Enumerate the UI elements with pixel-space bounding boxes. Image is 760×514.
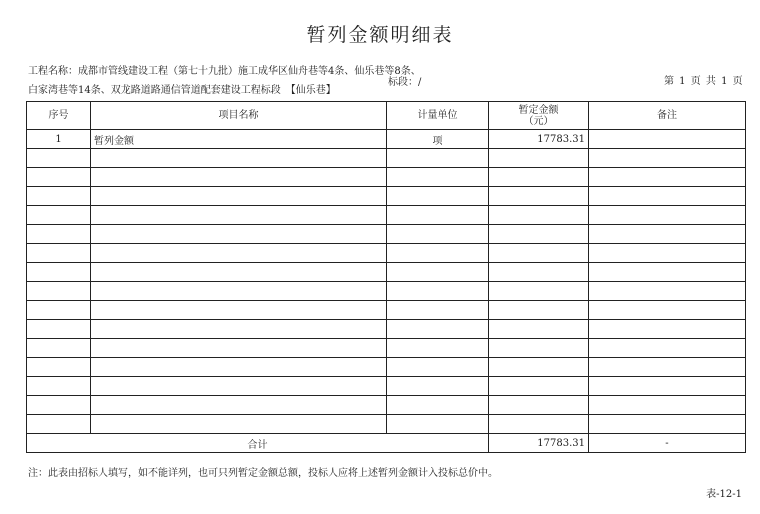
empty-cell [27, 244, 91, 263]
empty-cell [589, 301, 746, 320]
empty-cell [489, 168, 589, 187]
cell-unit: 项 [387, 130, 489, 149]
header-amount-unit: （元） [523, 115, 554, 127]
header-amount [489, 102, 589, 130]
empty-cell [387, 187, 489, 206]
provisional-sum-table [26, 101, 746, 453]
table-header-row [27, 102, 746, 130]
empty-cell [91, 301, 387, 320]
empty-cell [489, 225, 589, 244]
page-title: 暂列金额明细表 [306, 24, 454, 46]
empty-cell [489, 301, 589, 320]
empty-cell [387, 415, 489, 434]
empty-row [27, 187, 746, 206]
table-row [27, 130, 746, 149]
empty-cell [91, 206, 387, 225]
empty-cell [91, 282, 387, 301]
empty-cell [387, 377, 489, 396]
page-indicator: 第 1 页 共 1 页 [664, 76, 744, 87]
empty-cell [589, 339, 746, 358]
empty-row [27, 358, 746, 377]
empty-cell [589, 282, 746, 301]
cell-remark [589, 130, 746, 149]
empty-cell [27, 206, 91, 225]
header-unit: 计量单位 [387, 102, 489, 130]
empty-cell [589, 377, 746, 396]
total-remark: - [589, 434, 746, 453]
segment-label: 标段：/ [388, 77, 422, 88]
empty-cell [387, 206, 489, 225]
empty-cell [27, 320, 91, 339]
empty-cell [387, 263, 489, 282]
empty-cell [27, 282, 91, 301]
empty-cell [27, 149, 91, 168]
empty-row [27, 377, 746, 396]
empty-cell [27, 263, 91, 282]
empty-cell [489, 415, 589, 434]
empty-row [27, 415, 746, 434]
empty-cell [589, 396, 746, 415]
empty-cell [589, 225, 746, 244]
empty-row [27, 225, 746, 244]
empty-cell [91, 225, 387, 244]
empty-cell [91, 168, 387, 187]
empty-cell [489, 339, 589, 358]
empty-cell [91, 244, 387, 263]
empty-cell [27, 358, 91, 377]
empty-cell [27, 225, 91, 244]
footnote: 注：此表由招标人填写，如不能详列，也可只列暂定金额总额，投标人应将上述暂列金额计入投标总价中。 [28, 468, 498, 479]
header-seq: 序号 [27, 102, 91, 130]
empty-cell [589, 168, 746, 187]
empty-cell [27, 187, 91, 206]
empty-row [27, 396, 746, 415]
empty-cell [589, 358, 746, 377]
empty-cell [91, 396, 387, 415]
empty-cell [589, 320, 746, 339]
empty-cell [489, 187, 589, 206]
empty-cell [387, 225, 489, 244]
empty-cell [489, 320, 589, 339]
empty-row [27, 282, 746, 301]
empty-cell [489, 377, 589, 396]
empty-cell [589, 244, 746, 263]
empty-cell [91, 415, 387, 434]
empty-cell [589, 149, 746, 168]
empty-cell [489, 149, 589, 168]
empty-cell [91, 149, 387, 168]
empty-cell [91, 339, 387, 358]
empty-cell [387, 168, 489, 187]
cell-item-name: 暂列金额 [91, 130, 387, 149]
empty-cell [91, 358, 387, 377]
cell-seq: 1 [27, 130, 91, 149]
empty-cell [489, 263, 589, 282]
header-item-name: 项目名称 [91, 102, 387, 130]
empty-row [27, 206, 746, 225]
empty-cell [27, 168, 91, 187]
total-label: 合计 [27, 434, 489, 453]
total-amount: 17783.31 [489, 434, 589, 453]
empty-cell [387, 320, 489, 339]
empty-row [27, 149, 746, 168]
empty-cell [91, 320, 387, 339]
empty-cell [589, 415, 746, 434]
empty-cell [589, 206, 746, 225]
empty-cell [489, 358, 589, 377]
empty-cell [489, 206, 589, 225]
empty-row [27, 320, 746, 339]
empty-cell [387, 282, 489, 301]
empty-cell [589, 263, 746, 282]
empty-row [27, 168, 746, 187]
empty-cell [387, 396, 489, 415]
empty-cell [387, 244, 489, 263]
project-name-line-2: 白家湾巷等14条、双龙路道路通信管道配套建设工程标段 【仙乐巷】 [28, 85, 336, 96]
empty-row [27, 301, 746, 320]
header-remark: 备注 [589, 102, 746, 130]
empty-cell [27, 415, 91, 434]
empty-cell [387, 358, 489, 377]
empty-cell [91, 377, 387, 396]
empty-cell [27, 339, 91, 358]
empty-cell [489, 282, 589, 301]
table-number: 表-12-1 [706, 489, 742, 500]
empty-cell [489, 244, 589, 263]
empty-cell [91, 187, 387, 206]
empty-cell [387, 339, 489, 358]
empty-row [27, 339, 746, 358]
empty-cell [489, 396, 589, 415]
empty-cell [589, 187, 746, 206]
empty-cell [387, 149, 489, 168]
empty-cell [27, 396, 91, 415]
empty-cell [27, 301, 91, 320]
project-name-line-1: 工程名称：成都市管线建设工程（第七十九批）施工成华区仙舟巷等4条、仙乐巷等8条、 [28, 66, 421, 77]
empty-row [27, 263, 746, 282]
empty-cell [91, 263, 387, 282]
total-row [27, 434, 746, 453]
empty-row [27, 244, 746, 263]
empty-cell [27, 377, 91, 396]
cell-amount: 17783.31 [489, 130, 589, 149]
empty-cell [387, 301, 489, 320]
header-amount-label: 暂定金额 [518, 104, 559, 116]
